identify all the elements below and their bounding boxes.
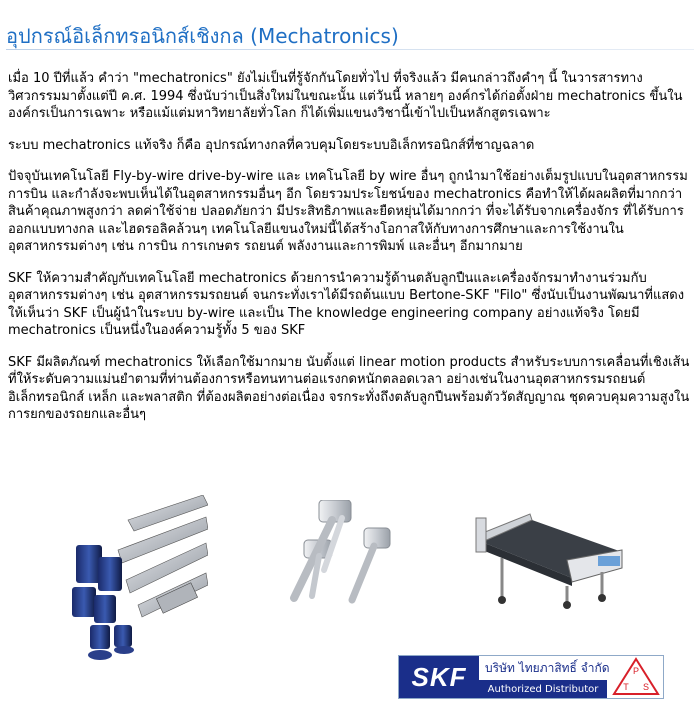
hospital-bed-icon <box>472 512 624 610</box>
pts-letter-p: P <box>632 666 640 676</box>
authorized-distributor-label: Authorized Distributor <box>479 680 607 698</box>
linear-bearings-icon <box>68 495 208 667</box>
paragraph-definition: ระบบ mechatronics แท้จริง ก็คือ อุปกรณ์ทางกลที่ควบคุมโดยระบบอิเล็กทรอนิกส์ที่ชาญฉลาด <box>8 137 535 153</box>
paragraph-history: เมื่อ 10 ปีที่แล้ว คำว่า "mechatronics" ยังไม่เป็นที่รู้จักกันโดยทั่วไป ที่จริงแล้ว มีคนกล่าวถึงคำๆ นี้ ในวารสารทางวิศวกรรมมาตั้งแต่ปี ค.ศ. 1994 ซึ่งนับว่าเป็นสิ่งใหม่ในขณะนั้น แต่วันนี้ หลายๆ องค์กรได้ก่อตั้งฝ่าย mechatronics ขึ้นในองค์กรเป็นการเฉพาะ หรือแม้แต่มหาวิทยาลัยทั่วโลก ก็ได้เพิ่มแขนงวิชานี้เข้าไปเป็นหลักสูตรเฉพาะ <box>8 71 683 121</box>
paragraph-skf-products: SKF มีผลิตภัณฑ์ mechatronics ให้เลือกใช้มากมาย นับตั้งแต่ linear motion products สำหรับระบบการเคลื่อนที่เชิงเส้นที่ให้ระดับความแม่นยำตามที่ท่านต้องการหรือทนทานต่อแรงกดหนักตลอดเวลา อย่างเช่นในงานอุตสาหกรรมรถยนต์ อิเล็กทรอนิกส์ เหล็ก และพลาสติก ที่ต้องผลิตอย่างต่อเนื่อง จรกระทั่งถึงตลับลูกปืนพร้อมตัววัดสัญญาณ ชุดควบคุมความสูงในการยกของรถยกและอื่นๆ <box>8 354 690 422</box>
paragraph-technology: ปัจจุบันเทคโนโลยี Fly-by-wire drive-by-wire และ เทคโนโลยี by wire อื่นๆ ถูกนำมาใช้อย่างเต็มรูปแบบในอุตสาหกรรมการบิน และกำลังจะพบเห็นได้ในอุตสาหกรรมอื่นๆ อีก โดยรวมประโยชน์ของ mechatronics คือทำให้ได้ผลผลิตที่มากกว่า สินค้าคุณภาพสูงกว่า ลดค่าใช้จ่าย ปลอดภัยกว่า มีประสิทธิภาพและยืดหยุ่นได้มากกว่า ที่จะได้รับจากเครื่องจักร ที่ได้รับการออกแบบทางกล และไฮดรอลิคล้วนๆ เทคโนโลยีแขนงใหม่นี้ได้สร้างโอกาสให้กับทางการศึกษาและการใช้งานในอุตสาหกรรมต่างๆ เช่น การบิน การเกษตร รถยนต์ พลังงานและการพิมพ์ และอื่นๆ อีกมากมาย <box>8 169 688 254</box>
skf-logo-text: SKF <box>411 661 467 692</box>
company-name: บริษัท ไทยภาสิทธิ์ จำกัด <box>485 661 610 675</box>
pts-letter-s: S <box>642 682 650 692</box>
pts-logo-icon <box>611 657 661 697</box>
article-body <box>8 70 692 438</box>
linear-actuators-icon <box>264 500 409 605</box>
distributor-banner <box>398 655 664 699</box>
title-divider <box>6 49 694 50</box>
page-title: อุปกรณ์อิเล็กทรอนิกส์เชิงกล (Mechatronics) <box>6 24 399 48</box>
pts-letter-t: T <box>623 682 629 692</box>
paragraph-skf-focus: SKF ให้ความสำคัญกับเทคโนโลยี mechatronics ด้วยการนำความรู้ด้านตลับลูกปืนและเครื่องจักรมาทำงานร่วมกับอุตสาหกรรมต่างๆ เช่น อุตสาหกรรมรถยนต์ จนกระทั่งเราได้มีรถต้นแบบ Bertone-SKF "Filo" ซึ่งนับเป็นงานพัฒนาที่แสดงให้เห็นว่า SKF เป็นผู้นำในระบบ by-wire และเป็น The knowledge engineering company อย่างแท้จริง โดยมี mechatronics เป็นหนึ่งในองค์ความรู้ทั้ง 5 ของ SKF <box>8 270 685 338</box>
skf-logo <box>399 656 479 698</box>
